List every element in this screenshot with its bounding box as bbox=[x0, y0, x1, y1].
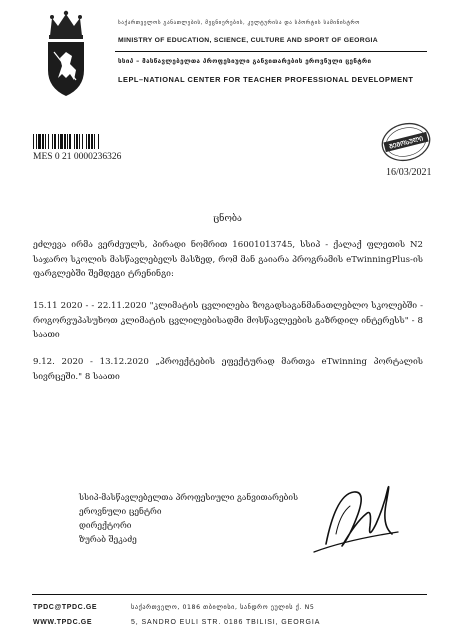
handwritten-signature bbox=[306, 474, 406, 568]
barcode-bar bbox=[82, 134, 83, 149]
signatory-organization: სსიპ-მასწავლებელთა პროფესიული განვითარების bbox=[79, 492, 299, 502]
footer-website[interactable]: WWW.TPDC.GE bbox=[33, 619, 93, 626]
barcode-bar bbox=[67, 134, 68, 149]
signatory-organization-cont: ეროვნული ცენტრი bbox=[79, 506, 162, 516]
barcode-bar bbox=[48, 134, 49, 149]
barcode-bar bbox=[88, 134, 90, 149]
barcode-bar bbox=[64, 134, 66, 149]
barcode-bar bbox=[45, 134, 46, 149]
received-stamp bbox=[378, 118, 434, 166]
footer-divider bbox=[32, 594, 427, 595]
barcode-bar bbox=[54, 134, 56, 149]
barcode-bar bbox=[60, 134, 63, 149]
signatory-name: ზურაბ შეკაძე bbox=[79, 534, 137, 544]
barcode-bar bbox=[74, 134, 75, 149]
barcode-bar bbox=[38, 134, 41, 149]
stamp-label: ᲨᲔᲛᲝᲡᲣᲚᲘ bbox=[388, 135, 424, 151]
footer-email[interactable]: TPDC@TPDC.GE bbox=[33, 604, 98, 611]
header-divider bbox=[115, 51, 427, 52]
footer-address-english: 5, SANDRO EULI STR. 0186 TBILISI, GEORGIA bbox=[131, 619, 321, 626]
organization-name-english: LEPL–NATIONAL CENTER FOR TEACHER PROFESSIONAL DEVELOPMENT bbox=[118, 75, 414, 84]
training-item-2: 9.12. 2020 - 13.12.2020 „პროექტების ეფექტურად მართვა eTwinning პორტალის სივრცეში." 8 საათი bbox=[33, 357, 423, 382]
organization-name-georgian: სსიპ – მასწავლებელთა პროფესიული განვითარების ეროვნული ცენტრი bbox=[118, 58, 372, 65]
ministry-name-georgian: საქართველოს განათლების, მეცნიერების, კულტურისა და სპორტის სამინისტრო bbox=[118, 20, 360, 26]
barcode bbox=[33, 134, 146, 149]
barcode-bar bbox=[42, 134, 44, 149]
barcode-bar bbox=[76, 134, 78, 149]
barcode-bar bbox=[58, 134, 59, 149]
barcode-bar bbox=[86, 134, 87, 149]
document-number: MES 0 21 0000236326 bbox=[33, 152, 122, 162]
coat-of-arms-logo bbox=[40, 8, 92, 100]
footer-address-georgian: საქართველო, 0186 თბილისი, სანდრო ეულის ქ. N5 bbox=[131, 604, 315, 611]
barcode-bar bbox=[98, 134, 99, 149]
barcode-bar bbox=[36, 134, 37, 149]
barcode-bar bbox=[79, 134, 80, 149]
barcode-bar bbox=[52, 134, 53, 149]
barcode-bar bbox=[91, 134, 93, 149]
intro-paragraph: ეძლევა ირმა ვერძეულს, პირადი ნომრით 16001013745, სსიპ - ქალაქ ფლეთის N2 საჯარო სკოლის მასწავლებელს მასზედ, რომ მან გაიარა პროგრამის eTwinningPlus-ის ფარგლებში შემდეგი ტრენინგი: bbox=[33, 240, 423, 279]
signatory-block bbox=[79, 490, 298, 546]
barcode-bar bbox=[69, 134, 71, 149]
document-title: ცნობა bbox=[213, 214, 242, 224]
barcode-bar bbox=[94, 134, 95, 149]
ministry-name-english: MINISTRY OF EDUCATION, SCIENCE, CULTURE AND SPORT OF GEORGIA bbox=[118, 37, 378, 44]
signatory-title: დირექტორი bbox=[79, 520, 132, 530]
training-item-1: 15.11 2020 - - 22.11.2020 "კლიმატის ცვლილება ზოგადსაგანმანათლებლო სკოლებში - როგორვუპასუხოთ კლიმატის ცვლილებისადმი მოსწავლეების გაზრდილ ინტერესს" - 8 საათი bbox=[33, 301, 423, 340]
document-date: 16/03/2021 bbox=[386, 167, 432, 178]
barcode-bar bbox=[33, 134, 34, 149]
